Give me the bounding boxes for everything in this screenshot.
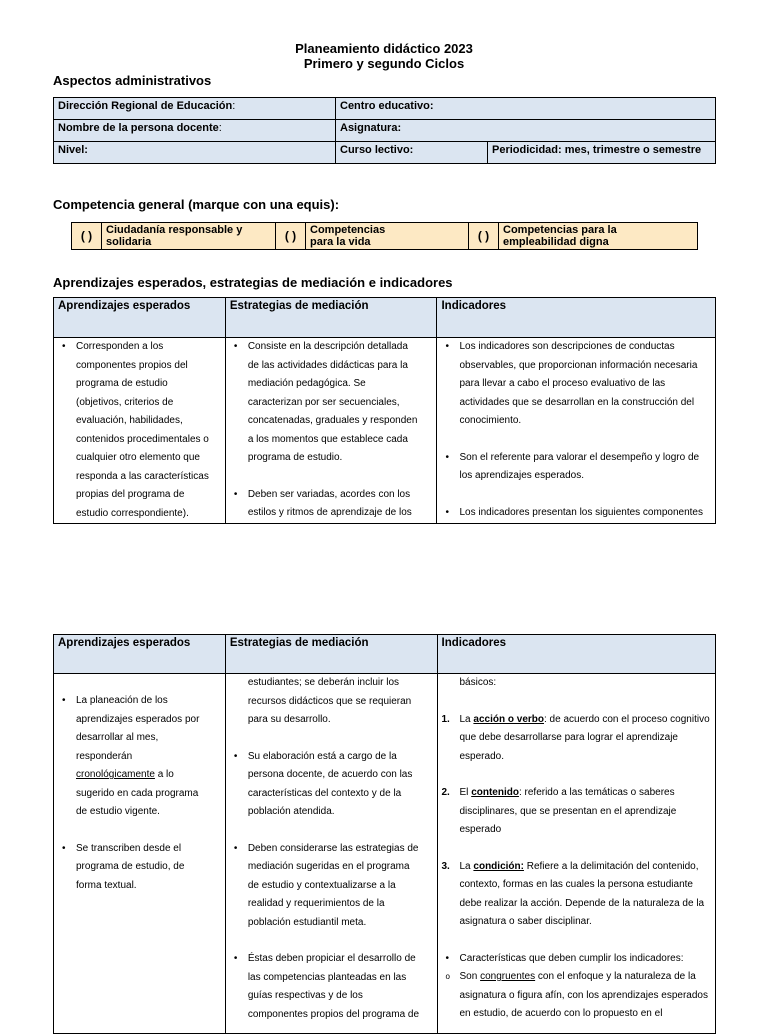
competencia-checkbox-3[interactable]: ( ) bbox=[469, 223, 499, 250]
col-indicadores-header: Indicadores bbox=[437, 298, 716, 338]
sub-list-item: o Son congruentes con el enfoque y la naturaleza de la asignatura o figura afín, con los aprendizajes esperados en estudio, de acuerdo con lo propuesto en el bbox=[460, 968, 712, 1024]
competencia-option-2: Competencias para la vida bbox=[306, 223, 469, 250]
competencia-option-1: Ciudadanía responsable y solidaria bbox=[102, 223, 276, 250]
admin-asignatura-cell[interactable]: Asignatura: bbox=[336, 120, 716, 142]
numbered-item-contenido: 2. El contenido: referido a las temáticas o saberes disciplinares, que se presentan en el aprendizaje esperado bbox=[441, 787, 677, 835]
t2-estrategias-cell bbox=[225, 674, 437, 1034]
aprendizajes-heading: Aprendizajes esperados, estrategias de mediación e indicadores bbox=[53, 275, 453, 290]
col-estrategias-header: Estrategias de mediación bbox=[225, 298, 437, 338]
list-item: • Éstas deben propiciar el desarrollo de las competencias planteadas en las guías respectivas y de los componentes propios del programa de bbox=[248, 950, 433, 1024]
list-item: estudiantes; se deberán incluir los recursos didácticos que se requieran para su desarrollo. bbox=[247, 677, 412, 725]
admin-periodicidad-cell[interactable]: Periodicidad: mes, trimestre o semestre bbox=[488, 142, 716, 164]
admin-docente-cell[interactable]: Nombre de la persona docente: bbox=[54, 120, 336, 142]
t1-estrategias-cell bbox=[225, 338, 437, 524]
t1-aprendizajes-cell bbox=[54, 338, 226, 524]
admin-nivel-cell[interactable]: Nivel: bbox=[54, 142, 336, 164]
list-item: • Características que deben cumplir los indicadores: bbox=[460, 950, 712, 969]
document-subtitle: Primero y segundo Ciclos bbox=[303, 56, 465, 71]
admin-heading: Aspectos administrativos bbox=[53, 73, 212, 88]
admin-direccion-cell[interactable]: Dirección Regional de Educación: bbox=[54, 98, 336, 120]
list-item: • Deben ser variadas, acordes con los estilos y ritmos de aprendizaje de los bbox=[248, 486, 433, 523]
list-item: • Se transcriben desde el programa de estudio, de forma textual. bbox=[76, 840, 221, 896]
list-item: • Son el referente para valorar el desempeño y logro de los aprendizajes esperados. bbox=[459, 449, 711, 486]
col-aprendizajes-header: Aprendizajes esperados bbox=[54, 298, 226, 338]
t1-indicadores-cell bbox=[437, 338, 716, 524]
list-item: • Los indicadores presentan los siguientes componentes bbox=[459, 504, 711, 523]
col-aprendizajes-header: Aprendizajes esperados bbox=[54, 635, 226, 674]
competencia-heading: Competencia general (marque con una equis): bbox=[53, 197, 340, 212]
list-item: • Su elaboración está a cargo de la persona docente, de acuerdo con las características del contexto y de la población atendida. bbox=[248, 748, 433, 822]
admin-table bbox=[53, 97, 716, 164]
admin-centro-cell[interactable]: Centro educativo: bbox=[336, 98, 716, 120]
aprendizajes-table-1 bbox=[53, 297, 716, 524]
numbered-item-accion: 1. La acción o verbo: de acuerdo con el proceso cognitivo que debe desarrollarse para lograr el aprendizaje esperado. bbox=[441, 713, 710, 762]
list-item: • Consiste en la descripción detallada de las actividades didácticas para la mediación pedagógica. Se caracterizan por ser secuenciales, concatenadas, graduales y responden a los momentos que establece cada programa de estudio. bbox=[248, 338, 433, 468]
t2-indicadores-cell bbox=[437, 674, 716, 1034]
competencia-option-3: Competencias para la empleabilidad digna bbox=[499, 223, 698, 250]
competencia-checkbox-2[interactable]: ( ) bbox=[276, 223, 306, 250]
aprendizajes-table-2 bbox=[53, 634, 716, 1034]
competencia-table bbox=[71, 222, 698, 250]
list-item: básicos: bbox=[459, 677, 497, 688]
t2-aprendizajes-cell bbox=[54, 674, 226, 1034]
list-item: • Deben considerarse las estrategias de mediación sugeridas en el programa de estudio y contextualizarse a la realidad y requerimientos de la población estudiantil meta. bbox=[248, 840, 433, 933]
col-estrategias-header: Estrategias de mediación bbox=[225, 635, 437, 674]
list-item: • Los indicadores son descripciones de conductas observables, que proporcionan información necesaria para llevar a cabo el proceso evaluativo de las actividades que se desarrollan en la construcción del conocimiento. bbox=[459, 338, 711, 431]
list-item: • La planeación de los aprendizajes esperados por desarrollar al mes, responderán cronológicamente a lo sugerido en cada programa de estudio vigente. bbox=[76, 692, 221, 822]
document-title: Planeamiento didáctico 2023 bbox=[295, 41, 473, 56]
list-item: • Corresponden a los componentes propios del programa de estudio (objetivos, criterios de evaluación, habilidades, contenidos procedimentales o cualquier otro elemento que responda a las características propias del programa de estudio correspondiente). bbox=[76, 338, 221, 523]
numbered-item-condicion: 3. La condición: Refiere a la delimitación del contenido, contexto, formas en las cuales la persona estudiante debe realizar la acción. Depende de la naturaleza de la asignatura o saber disciplinar. bbox=[441, 860, 705, 927]
admin-curso-cell[interactable]: Curso lectivo: bbox=[336, 142, 488, 164]
col-indicadores-header: Indicadores bbox=[437, 635, 716, 674]
competencia-checkbox-1[interactable]: ( ) bbox=[72, 223, 102, 250]
